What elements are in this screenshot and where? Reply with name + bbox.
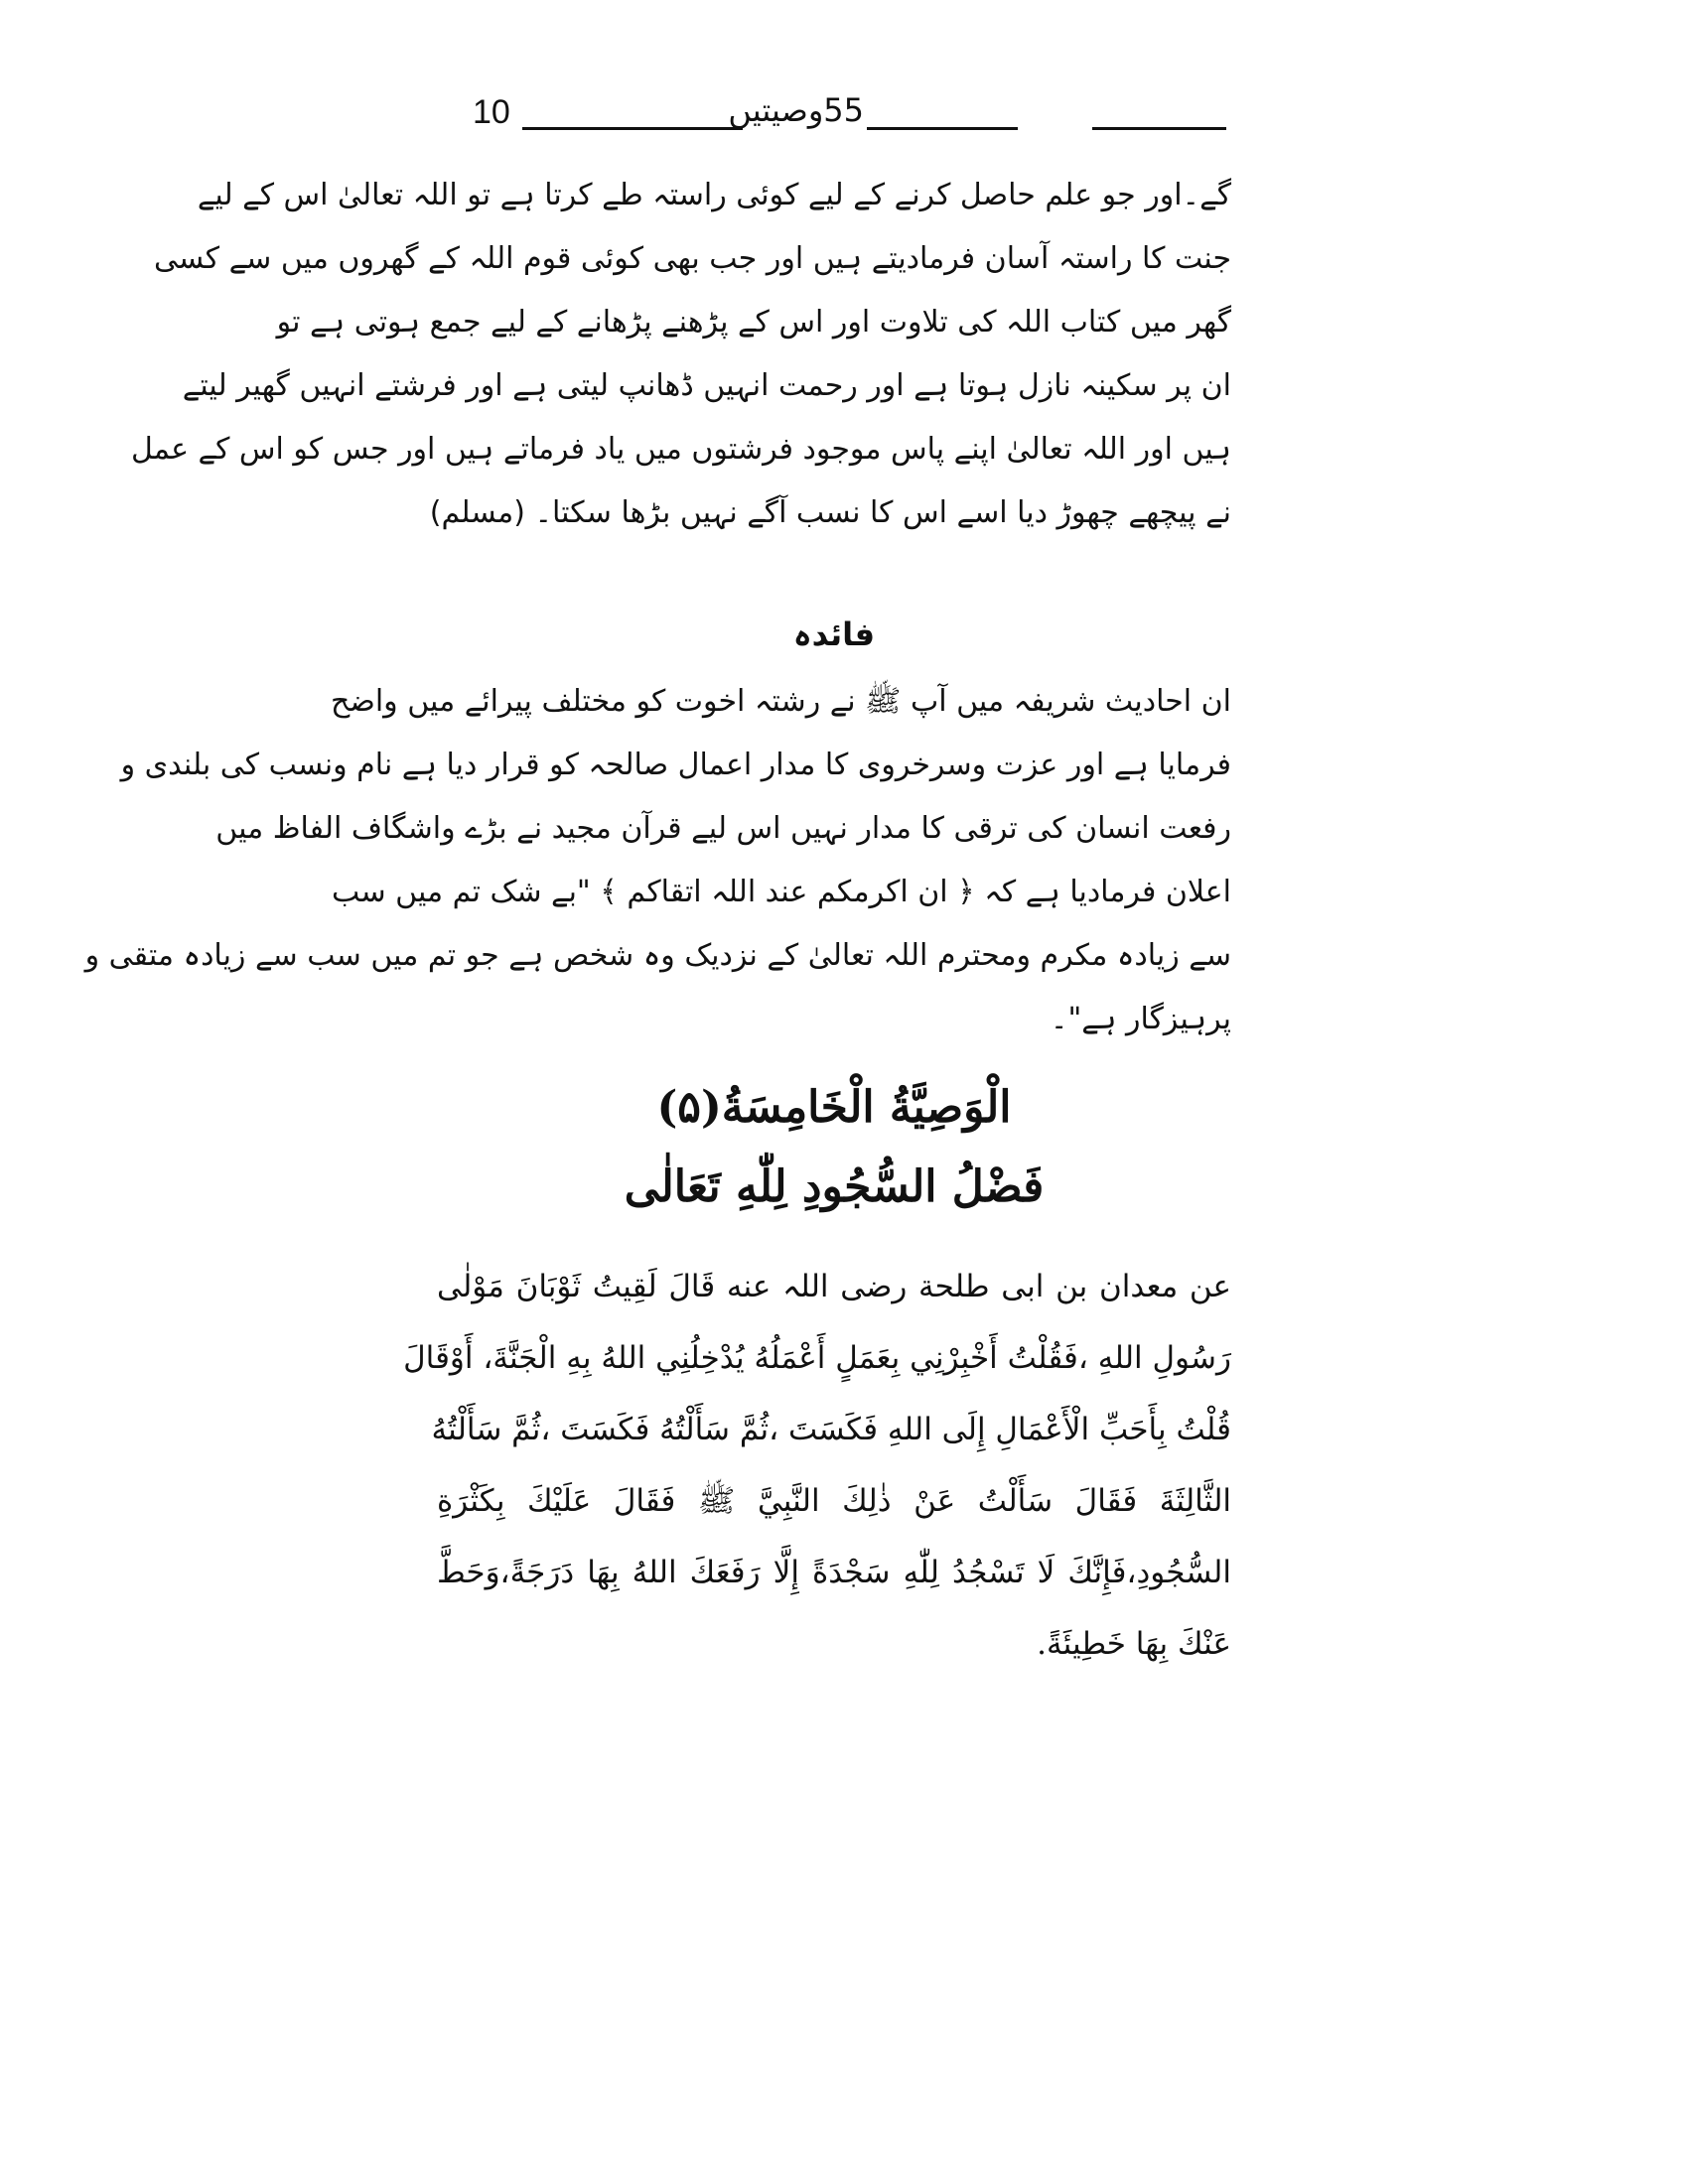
text-line: جنت کا راستہ آسان فرمادیتے ہیں اور جب بھی کوئی قوم اللہ کے گھروں میں سے کسی <box>154 241 1231 276</box>
header-rule <box>1092 127 1226 130</box>
text-line: پرہیزگار ہے"۔ <box>1050 1002 1231 1036</box>
header-rule <box>867 127 1018 130</box>
text-line: الثَّالِثَةَ فَقَالَ سَأَلْتُ عَنْ ذٰلِكَ النَّبِيَّ ﷺ فَقَالَ عَلَيْكَ بِكَثْرَةِ <box>437 1483 1231 1519</box>
arabic-section-subtitle: فَضْلُ السُّجُودِ لِلّٰهِ تَعَالٰى <box>624 1161 1045 1212</box>
text-line: فرمایا ہے اور عزت وسرخروی کا مدار اعمال صالحہ کو قرار دیا ہے نام ونسب کی بلندی و <box>120 748 1231 782</box>
book-title: 55وصیتیں <box>728 91 864 129</box>
text-line: عن معدان بن ابی طلحة رضی اللہ عنه قَالَ لَقِيتُ ثَوْبَانَ مَوْلٰى <box>437 1269 1231 1304</box>
text-line: ہیں اور اللہ تعالیٰ اپنے پاس موجود فرشتوں میں یاد فرماتے ہیں اور جس کو اس کے عمل <box>131 432 1231 467</box>
text-line: سے زیادہ مکرم ومحترم اللہ تعالیٰ کے نزدیک وہ شخص ہے جو تم میں سب سے زیادہ متقی و <box>84 938 1231 973</box>
text-line: رَسُولِ اللهِ ،فَقُلْتُ أَخْبِرْنِي بِعَمَلٍ أَعْمَلُهُ يُدْخِلُنِي اللهُ بِهِ الْجَنَّةَ، أَوْقَالَ <box>403 1340 1231 1376</box>
section-heading-faida: فائدہ <box>792 615 876 653</box>
text-line: ان احادیث شریفہ میں آپ ﷺ نے رشتہ اخوت کو مختلف پیرائے میں واضح <box>331 684 1231 719</box>
text-line: عَنْكَ بِهَا خَطِيئَةً. <box>1037 1626 1231 1662</box>
urdu-paragraph-hadith-continuation <box>131 164 1231 545</box>
text-line: رفعت انسان کی ترقی کا مدار نہیں اس لیے قرآن مجید نے بڑے واشگاف الفاظ میں <box>215 811 1231 846</box>
document-page <box>84 89 1231 1662</box>
arabic-hadith-text <box>403 1251 1231 1680</box>
text-line: گے۔اور جو علم حاصل کرنے کے لیے کوئی راستہ طے کرتا ہے تو اللہ تعالیٰ اس کے لیے <box>197 178 1231 212</box>
text-line: نے پیچھے چھوڑ دیا اسے اس کا نسب آگے نہیں بڑھا سکتا۔ (مسلم) <box>429 495 1231 530</box>
running-header <box>437 89 1231 139</box>
text-line: ان پر سکینہ نازل ہوتا ہے اور رحمت انہیں ڈھانپ لیتی ہے اور فرشتے انہیں گھیر لیتے <box>182 368 1231 403</box>
header-rule <box>522 127 743 130</box>
page-number: 10 <box>473 93 510 131</box>
text-line: السُّجُودِ،فَإِنَّكَ لَا تَسْجُدُ لِلّٰهِ سَجْدَةً إِلَّا رَفَعَكَ اللهُ بِهَا دَرَجَةً،وَحَطَّ <box>437 1555 1231 1590</box>
text-line: قُلْتُ بِأَحَبِّ الْأَعْمَالِ إِلَى اللهِ فَكَسَتَ ،ثُمَّ سَأَلْتُهُ فَكَسَتَ ،ثُمَّ سَأَلْتُهُ <box>431 1412 1231 1447</box>
urdu-paragraph-faida <box>84 670 1231 1051</box>
text-line: گھر میں کتاب اللہ کی تلاوت اور اس کے پڑھنے پڑھانے کے لیے جمع ہوتی ہے تو <box>276 305 1231 340</box>
arabic-section-title: الْوَصِيَّةُ الْخَامِسَةُ(۵) <box>656 1082 1012 1133</box>
text-line: اعلان فرمادیا ہے کہ ﴿ ان اکرمکم عند اللہ اتقاکم ﴾ "بے شک تم میں سب <box>332 875 1231 909</box>
